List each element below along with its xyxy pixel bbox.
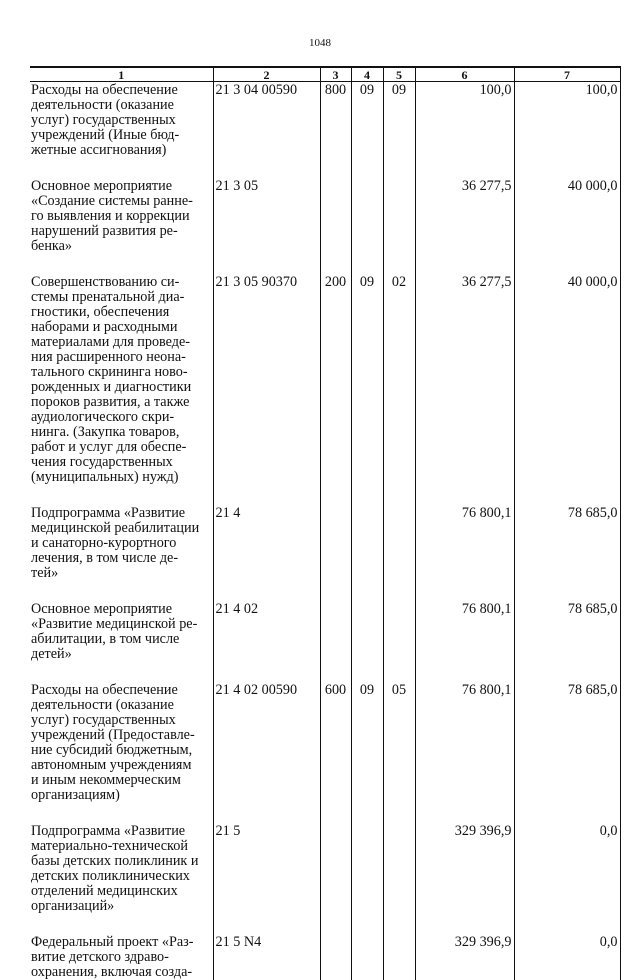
spacer-cell: [383, 914, 415, 934]
amount-col7-cell: 78 685,0: [514, 601, 620, 662]
spacer-cell: [514, 581, 620, 601]
page-number: 1048: [0, 37, 640, 49]
spacer-cell: [30, 485, 213, 505]
spacer-cell: [351, 485, 383, 505]
budget-code-cell: 21 3 04 00590: [213, 82, 320, 159]
amount-col7-cell: 40 000,0: [514, 178, 620, 254]
table-row: [30, 178, 620, 254]
spacer-cell: [30, 254, 213, 274]
spacer-cell: [415, 158, 514, 178]
subsection-cell: [383, 823, 415, 914]
spacer-cell: [514, 662, 620, 682]
spacer-cell: [213, 803, 320, 823]
column-header: 6: [415, 67, 514, 82]
spacer-cell: [351, 803, 383, 823]
row-name-cell: Расходы на обеспечение деятельности (оказание услуг) государственных учреждений (Иные бюд- жетные ассигнования): [30, 82, 213, 159]
budget-code-cell: 21 4: [213, 505, 320, 581]
spacer-cell: [30, 914, 213, 934]
row-name-cell: Федеральный проект «Раз- витие детского здраво- охранения, включая созда-: [30, 934, 213, 980]
spacer-cell: [30, 662, 213, 682]
spacer-cell: [213, 158, 320, 178]
amount-col7-cell: 0,0: [514, 823, 620, 914]
row-name-cell: Совершенствованию си- стемы пренатальной диа- гностики, обеспечения наборами и расходными материалами для проведе- ния расширенного неона- тального скрининга ново- рожденных и диагностики пороков развития, а также аудиологического скри- нинга. (Закупка товаров, работ и услуг для обеспе- чения государственных (муниципальных) нужд): [30, 274, 213, 485]
section-cell: 09: [351, 274, 383, 485]
table-row: [30, 823, 620, 914]
subsection-cell: 05: [383, 682, 415, 803]
spacer-cell: [320, 158, 351, 178]
amount-col7-cell: 100,0: [514, 82, 620, 159]
spacer-cell: [320, 485, 351, 505]
row-spacer: [30, 254, 620, 274]
amount-col6-cell: 76 800,1: [415, 682, 514, 803]
spacer-cell: [213, 254, 320, 274]
spacer-cell: [351, 914, 383, 934]
amount-col7-cell: 40 000,0: [514, 274, 620, 485]
expense-type-cell: [320, 823, 351, 914]
spacer-cell: [514, 803, 620, 823]
spacer-cell: [415, 803, 514, 823]
spacer-cell: [320, 581, 351, 601]
row-name-cell: Основное мероприятие «Создание системы ранне- го выявления и коррекции нарушений развития ре- бенка»: [30, 178, 213, 254]
section-cell: [351, 934, 383, 980]
spacer-cell: [351, 581, 383, 601]
column-header: 5: [383, 67, 415, 82]
spacer-cell: [213, 914, 320, 934]
amount-col6-cell: 76 800,1: [415, 505, 514, 581]
spacer-cell: [320, 914, 351, 934]
budget-code-cell: 21 4 02: [213, 601, 320, 662]
spacer-cell: [514, 914, 620, 934]
budget-code-cell: 21 5 N4: [213, 934, 320, 980]
budget-code-cell: 21 4 02 00590: [213, 682, 320, 803]
row-spacer: [30, 158, 620, 178]
amount-col6-cell: 36 277,5: [415, 274, 514, 485]
table-row: [30, 934, 620, 980]
spacer-cell: [383, 158, 415, 178]
column-header: 4: [351, 67, 383, 82]
section-cell: [351, 823, 383, 914]
spacer-cell: [415, 254, 514, 274]
spacer-cell: [320, 254, 351, 274]
expense-type-cell: 800: [320, 82, 351, 159]
expense-type-cell: [320, 934, 351, 980]
table-header-row: [30, 67, 620, 82]
spacer-cell: [213, 662, 320, 682]
column-header: 2: [213, 67, 320, 82]
spacer-cell: [320, 662, 351, 682]
spacer-cell: [383, 662, 415, 682]
table-row: [30, 601, 620, 662]
amount-col6-cell: 329 396,9: [415, 934, 514, 980]
expense-type-cell: 600: [320, 682, 351, 803]
spacer-cell: [415, 914, 514, 934]
row-spacer: [30, 485, 620, 505]
expense-type-cell: 200: [320, 274, 351, 485]
spacer-cell: [320, 803, 351, 823]
spacer-cell: [383, 254, 415, 274]
budget-code-cell: 21 5: [213, 823, 320, 914]
spacer-cell: [213, 581, 320, 601]
expense-type-cell: [320, 601, 351, 662]
column-header: 1: [30, 67, 213, 82]
spacer-cell: [514, 254, 620, 274]
spacer-cell: [383, 803, 415, 823]
spacer-cell: [514, 485, 620, 505]
amount-col7-cell: 78 685,0: [514, 505, 620, 581]
spacer-cell: [383, 485, 415, 505]
section-cell: [351, 601, 383, 662]
table-row: [30, 682, 620, 803]
spacer-cell: [351, 662, 383, 682]
spacer-cell: [351, 254, 383, 274]
spacer-cell: [213, 485, 320, 505]
subsection-cell: 09: [383, 82, 415, 159]
table-row: [30, 82, 620, 159]
row-name-cell: Основное мероприятие «Развитие медицинской ре- абилитации, в том числе детей»: [30, 601, 213, 662]
subsection-cell: [383, 601, 415, 662]
amount-col7-cell: 0,0: [514, 934, 620, 980]
amount-col6-cell: 100,0: [415, 82, 514, 159]
row-spacer: [30, 581, 620, 601]
row-spacer: [30, 803, 620, 823]
subsection-cell: [383, 178, 415, 254]
subsection-cell: [383, 934, 415, 980]
subsection-cell: [383, 505, 415, 581]
row-spacer: [30, 914, 620, 934]
row-name-cell: Расходы на обеспечение деятельности (оказание услуг) государственных учреждений (Предоставле- ние субсидий бюджетным, автономным учреждениям и иным некоммерческим организациям): [30, 682, 213, 803]
spacer-cell: [30, 158, 213, 178]
budget-code-cell: 21 3 05: [213, 178, 320, 254]
table-row: [30, 274, 620, 485]
section-cell: 09: [351, 682, 383, 803]
column-header: 7: [514, 67, 620, 82]
spacer-cell: [30, 581, 213, 601]
amount-col6-cell: 76 800,1: [415, 601, 514, 662]
expense-type-cell: [320, 178, 351, 254]
amount-col6-cell: 329 396,9: [415, 823, 514, 914]
spacer-cell: [30, 803, 213, 823]
row-name-cell: Подпрограмма «Развитие медицинской реабилитации и санаторно-курортного лечения, в том числе де- тей»: [30, 505, 213, 581]
amount-col7-cell: 78 685,0: [514, 682, 620, 803]
budget-table: [30, 66, 621, 980]
spacer-cell: [415, 485, 514, 505]
section-cell: [351, 505, 383, 581]
row-name-cell: Подпрограмма «Развитие материально-технической базы детских поликлиник и детских поликлинических отделений медицинских организаций»: [30, 823, 213, 914]
budget-code-cell: 21 3 05 90370: [213, 274, 320, 485]
column-header: 3: [320, 67, 351, 82]
row-spacer: [30, 662, 620, 682]
section-cell: 09: [351, 82, 383, 159]
expense-type-cell: [320, 505, 351, 581]
spacer-cell: [415, 581, 514, 601]
spacer-cell: [351, 158, 383, 178]
table-body: [30, 82, 620, 980]
table-row: [30, 505, 620, 581]
amount-col6-cell: 36 277,5: [415, 178, 514, 254]
section-cell: [351, 178, 383, 254]
subsection-cell: 02: [383, 274, 415, 485]
spacer-cell: [514, 158, 620, 178]
spacer-cell: [383, 581, 415, 601]
spacer-cell: [415, 662, 514, 682]
